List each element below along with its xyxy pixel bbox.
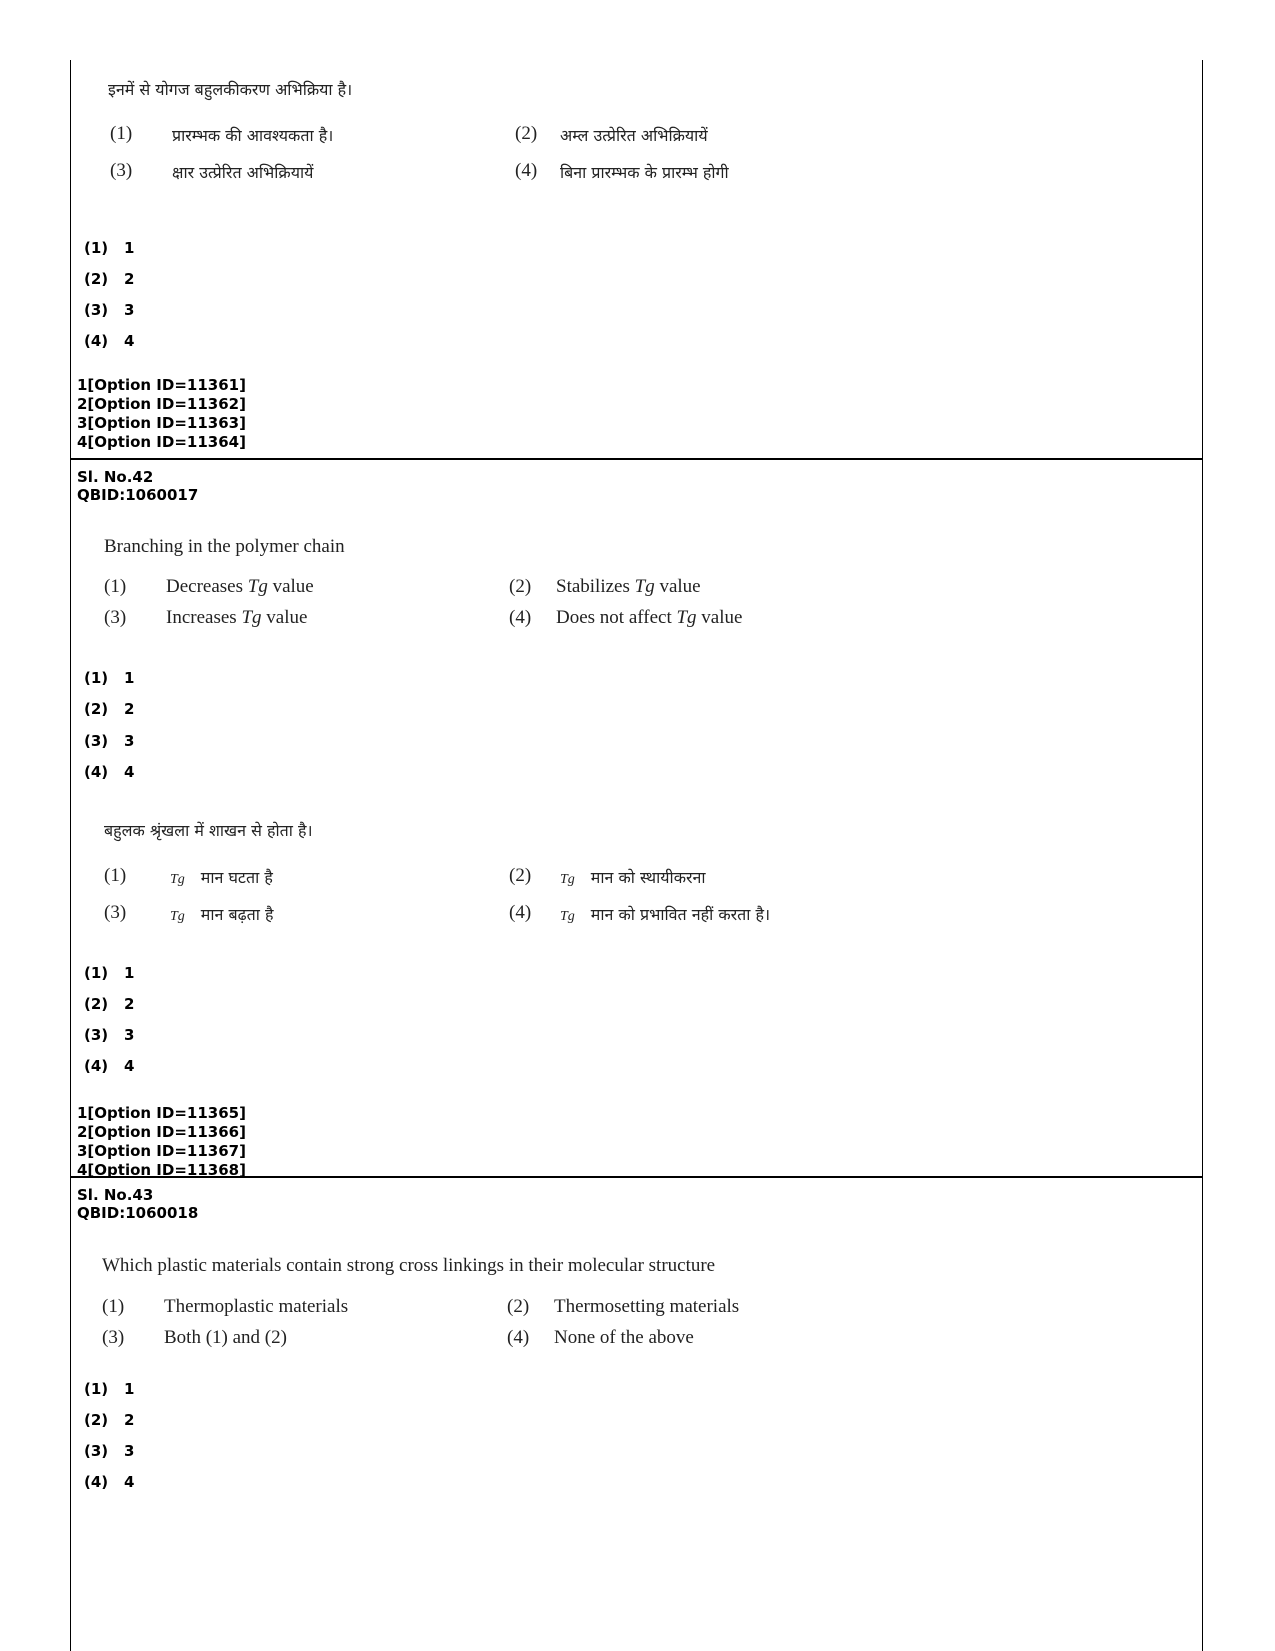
option-id: 1[Option ID=11361] [77, 376, 246, 394]
question-header [77, 468, 198, 504]
answer-choice: (3) 3 [84, 1442, 135, 1460]
answer-choice: (1) 1 [84, 669, 135, 687]
option-text: क्षार उत्प्रेरित अभिक्रियायें [172, 163, 314, 182]
option-text: Tg मान घटता है [170, 868, 273, 887]
answer-choice: (2) 2 [84, 270, 135, 288]
question-stem-hi: बहुलक श्रृंखला में शाखन से होता है। [104, 821, 313, 840]
answer-choice: (4) 4 [84, 332, 135, 350]
option-number: (3) [104, 607, 127, 628]
option-id: 2[Option ID=11366] [77, 1123, 246, 1141]
option-number: (1) [104, 576, 127, 597]
divider-q41-q42 [70, 458, 1203, 460]
option-text: Increases Tg value [166, 607, 308, 628]
answer-choice: (2) 2 [84, 995, 135, 1013]
option-number: (2) [509, 865, 532, 886]
option-number: (4) [507, 1327, 530, 1348]
option-text: बिना प्रारम्भक के प्रारम्भ होगी [560, 163, 729, 182]
option-number: (4) [509, 607, 532, 628]
answer-choice: (1) 1 [84, 964, 135, 982]
answer-choice: (1) 1 [84, 239, 135, 257]
tg-symbol: Tg [241, 607, 262, 628]
qbid: QBID:1060017 [77, 486, 199, 504]
tg-symbol: Tg [560, 872, 575, 887]
option-id-list [77, 1104, 246, 1180]
option-text: अम्ल उत्प्रेरित अभिक्रियायें [560, 126, 708, 145]
option-number: (3) [102, 1327, 125, 1348]
option-number: (4) [515, 160, 538, 181]
answer-choice: (3) 3 [84, 1026, 135, 1044]
option-number: (1) [102, 1296, 125, 1317]
question-stem-en: Which plastic materials contain strong cross linkings in their molecular structure [102, 1255, 716, 1276]
tg-symbol: Tg [560, 909, 575, 924]
option-id-list [77, 376, 246, 452]
answer-choice: (4) 4 [84, 763, 135, 781]
option-number: (2) [515, 123, 538, 144]
option-text: Thermosetting materials [554, 1296, 740, 1317]
option-id: 3[Option ID=11363] [77, 414, 246, 432]
option-id: 2[Option ID=11362] [77, 395, 246, 413]
answer-choice: (2) 2 [84, 1411, 135, 1429]
option-text: None of the above [554, 1327, 694, 1348]
tg-symbol: Tg [676, 607, 697, 628]
option-id: 3[Option ID=11367] [77, 1142, 246, 1160]
page-frame [70, 60, 1203, 1651]
option-number: (1) [104, 865, 127, 886]
tg-symbol: Tg [170, 872, 185, 887]
option-text: Tg मान बढ़ता है [170, 905, 274, 924]
question-stem-hi: इनमें से योगज बहुलकीकरण अभिक्रिया है। [108, 80, 353, 99]
option-text: Tg मान को प्रभावित नहीं करता है। [560, 905, 771, 924]
option-number: (1) [110, 123, 133, 144]
option-id: 4[Option ID=11364] [77, 433, 246, 451]
option-text: Does not affect Tg value [556, 607, 743, 628]
option-id: 1[Option ID=11365] [77, 1104, 246, 1122]
option-number: (3) [104, 902, 127, 923]
option-number: (4) [509, 902, 532, 923]
option-number: (2) [509, 576, 532, 597]
option-text: Decreases Tg value [166, 576, 314, 597]
answer-choice: (2) 2 [84, 700, 135, 718]
answer-choice: (4) 4 [84, 1057, 135, 1075]
qbid: QBID:1060018 [77, 1204, 199, 1222]
option-text: Stabilizes Tg value [556, 576, 701, 597]
tg-symbol: Tg [170, 909, 185, 924]
option-text: Thermoplastic materials [164, 1296, 349, 1317]
question-header [77, 1186, 198, 1222]
option-id: 4[Option ID=11368] [77, 1161, 246, 1179]
answer-choice: (4) 4 [84, 1473, 135, 1491]
option-text: Tg मान को स्थायीकरना [560, 868, 706, 887]
tg-symbol: Tg [247, 576, 268, 597]
serial-number: Sl. No.43 [77, 1186, 154, 1204]
answer-choice: (3) 3 [84, 301, 135, 319]
answer-choice: (3) 3 [84, 732, 135, 750]
answer-choice: (1) 1 [84, 1380, 135, 1398]
option-number: (3) [110, 160, 133, 181]
question-stem-en: Branching in the polymer chain [104, 536, 345, 557]
serial-number: Sl. No.42 [77, 468, 154, 486]
tg-symbol: Tg [634, 576, 655, 597]
option-text: प्रारम्भक की आवश्यकता है। [172, 126, 334, 145]
option-number: (2) [507, 1296, 530, 1317]
option-text: Both (1) and (2) [164, 1327, 287, 1348]
